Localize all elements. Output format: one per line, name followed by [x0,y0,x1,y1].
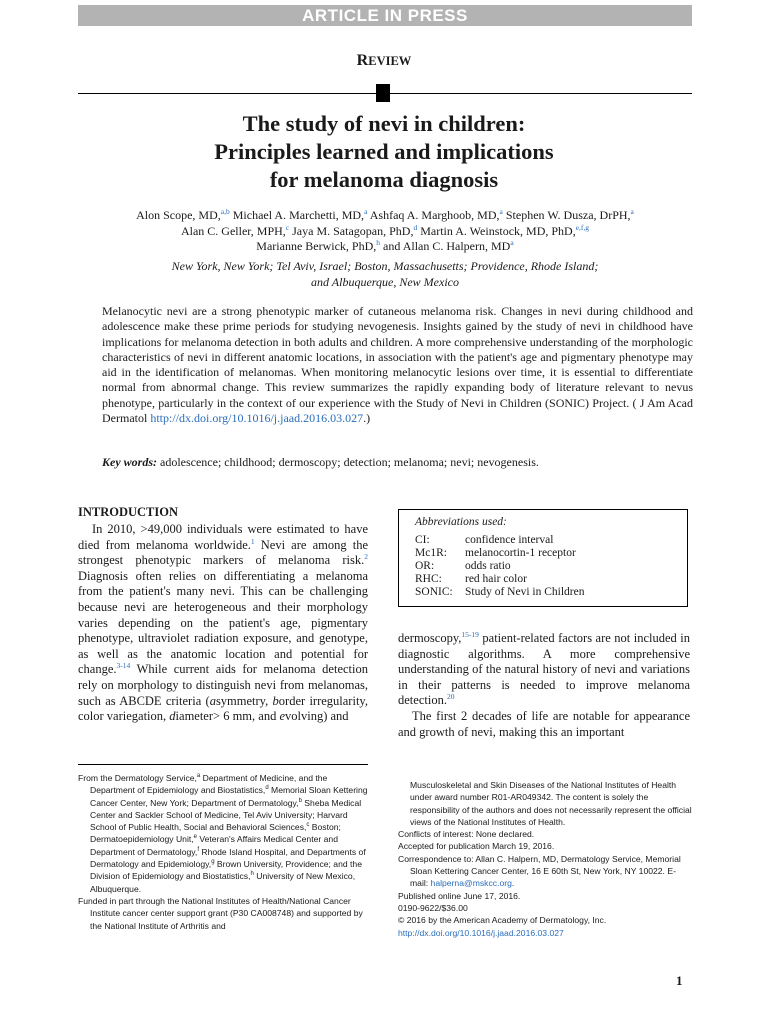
abbreviations-title: Abbreviations used: [415,516,507,528]
abbreviation-term: RHC: [415,573,442,585]
affiliation-marker: f [197,846,199,853]
paragraph-text: From the Dermatology Service, [78,773,197,783]
affiliation-marker: c [306,822,310,829]
paragraph-text: Diagnosis often relies on differentiating a melanoma from the patient's many nevi. This can be challenging because nevi are heterogeneous and their morphology varies depending on the patient's age, pigmentary phenotype, ultraviolet radiation exposure, and genotype, as well as the anatomic location and potential for change. [78,568,368,677]
abstract-text: Melanocytic nevi are a strong phenotypic marker of cutaneous melanoma risk. Changes in nevi during childhood and adolescence make these prime periods for studying nevogenesis. Insights gained by the study of nevi in childhood have implications for melanoma detection in both adults and children. A more comprehensive understanding of the morphologic characteristics of nevi in different anatomic locations, in association with the patient's age and pigmentary phenotype may aid in the identification of melanomas. When monitoring melanocytic lesions over time, it is essential to differentiate normal from abnormal change. This review summarizes the rapidly expanding body of literature relevant to nevus phenotype, particularly in the context of our experience with the Study of Nevi in Children (SONIC) Project. ( J Am Acad Dermatol [102,304,693,426]
author-affiliation-marker[interactable]: a [499,207,503,216]
title-line-2: Principles learned and implications [214,139,554,164]
abbreviation-definition: Study of Nevi in Children [465,586,585,598]
keywords [102,455,693,470]
author-affiliation-marker[interactable]: a,b [220,207,230,216]
author-name: Jaya M. Satagopan, PhD, [289,223,414,238]
reference-link[interactable]: 2 [364,552,368,562]
author-affiliation-marker[interactable]: h [376,238,381,247]
abbreviation-definition: odds ratio [465,560,511,572]
footnote-published: Published online June 17, 2016. [398,890,521,901]
paragraph-text: In 2010, >49,000 individuals were estimated to have died from melanoma worldwide. [78,522,368,552]
paragraph-text: University of New Mexico, Albuquerque. [90,871,356,894]
author-line-2 [78,224,692,240]
abbreviation-term: OR: [415,560,435,572]
abbreviations-box [398,509,688,607]
author-name: Ashfaq A. Marghoob, MD, [367,208,500,222]
author-affiliation-marker[interactable]: a [510,238,514,247]
abstract [102,304,693,426]
title-line-1: The study of nevi in children: [242,111,526,136]
affiliation-line-2: and Albuquerque, New Mexico [311,274,459,289]
author-name: Michael A. Marchetti, MD, [229,208,365,222]
section-label-initial: R [356,52,369,69]
footnote-affiliations [78,772,370,895]
author-affiliation-marker[interactable]: a [630,207,634,216]
body-column-right [398,631,690,740]
correspondence-end: . [511,878,515,889]
paragraph-text: Department of Medicine, and the Department of Epidemiology and Biostatistics, [90,773,328,796]
correspondence-email-link[interactable]: halperna@mskcc.org [430,878,512,889]
affiliation-marker: h [250,871,254,878]
author-affiliation-marker[interactable]: d [413,222,418,232]
paragraph-text: patient-related factors are not included in diagnostic algorithms. A more comprehensive understanding of the natural history of nevi and variations in their patterns is needed to improve melanoma detection. [398,631,690,708]
affiliation-marker: b [298,797,302,804]
italic-letter: b [272,693,279,708]
paragraph-text: Brown University, Providence; and the Division of Epidemiology and Biostatistics, [90,859,362,882]
intro-paragraph-3 [398,709,690,740]
article-in-press-banner: ARTICLE IN PRESS [78,5,692,26]
paragraph-text: The first 2 decades of life are notable for appearance and growth of nevi, making this an important [398,708,690,739]
section-label [0,52,768,70]
author-name: Alan C. Geller, MPH, [180,223,286,238]
author-affiliation-marker[interactable]: c [285,222,290,232]
affiliation-marker: d [265,785,269,792]
introduction-heading: INTRODUCTION [78,505,179,519]
paragraph-text: iameter> 6 mm, and [175,709,280,724]
paragraph-text: Boston; Dermatoepidemiology Unit, [90,822,341,845]
affiliation-locations [78,259,692,290]
paragraph-text: symmetry, [215,693,273,708]
abbreviation-row [415,547,576,559]
affiliation-marker: a [196,773,201,780]
author-line-1 [78,208,692,224]
paragraph-text: Nevi are among the strongest phenotypic markers of melanoma risk. [78,537,369,568]
intro-paragraph-2 [398,631,690,709]
abbreviation-term: SONIC: [415,586,453,598]
paragraph-text: order irregularity, color variegation, [78,693,368,724]
footnote-funding-continued: Musculoskeletal and Skin Diseases of the National Institutes of Health under award number R01-AR049342. The content is solely the responsibility of the authors and does not necessarily represent the official views of the National Institutes of Health. [410,780,692,827]
footnote-conflicts: Conflicts of interest: None declared. [398,829,535,840]
body-column-left [78,522,368,725]
abbreviation-row [415,534,554,546]
title-line-3: for melanoma diagnosis [269,167,499,192]
author-name: and Allan C. Halpern, MD [380,239,511,253]
abbreviation-row [415,573,527,585]
abbreviation-term: Mc1R: [415,547,447,559]
author-name: Alon Scope, MD, [136,208,221,222]
affiliation-marker: g [211,859,215,866]
italic-letter: d [169,709,176,724]
reference-link[interactable]: 15-19 [461,629,479,639]
correspondence-text: Correspondence to: Allan C. Halpern, MD, Dermatology Service, Memorial Sloan Kettering Cancer Center, 16 E 60th St, New York, NY 10022. E-mail: [398,853,681,889]
footnotes-right [398,779,692,939]
keywords-label: Key words: [102,455,157,469]
article-title [0,110,768,194]
italic-letter: a [209,693,216,708]
author-name: Stephen W. Dusza, DrPH, [502,208,631,222]
footnote-rule [78,764,368,765]
paragraph-text: Sheba Medical Center and Sackler School of Medicine, Tel Aviv University; Harvard School of Public Health, Social and Behavioral Sciences, [90,797,362,833]
abbreviation-definition: confidence interval [465,534,554,546]
paragraph-text: Memorial Sloan Kettering Cancer Center, New York; Department of Dermatology, [90,785,368,808]
footnote-issn: 0190-9622/$36.00 [398,902,468,913]
section-label-rest: EVIEW [368,54,412,68]
page-number: 1 [676,973,683,988]
footnote-correspondence [398,853,692,890]
italic-letter: e [279,709,286,724]
author-affiliation-marker[interactable]: e,f,g [575,222,590,232]
abbreviation-term: CI: [415,534,430,546]
reference-link[interactable]: 1 [250,536,255,546]
keywords-text: adolescence; childhood; dermoscopy; detection; melanoma; nevi; nevogenesis. [157,455,539,469]
footnote-funding: Funded in part through the National Institutes of Health/National Cancer Institute cancer center support grant (P30 CA008748) and supported by the National Institute of Arthritis and [78,895,363,931]
abstract-end: .) [363,411,371,426]
author-affiliation-marker[interactable]: a [364,207,368,216]
abstract-doi-link[interactable]: http://dx.doi.org/10.1016/j.jaad.2016.03.027 [150,411,364,426]
abbreviation-row [415,560,511,572]
intro-paragraph-1 [78,522,368,725]
author-line-3 [78,239,692,255]
paragraph-text: While current aids for melanoma detection rely on morphology to distinguish nevi from melanomas, such as ABCDE criteria ( [78,662,368,708]
paragraph-text: Veteran's Affairs Medical Center and Department of Dermatology, [90,834,338,857]
abbreviation-definition: melanocortin-1 receptor [465,547,576,559]
footnotes-left [78,772,370,932]
author-name: Martin A. Weinstock, MD, PhD, [417,223,576,238]
footnote-accepted: Accepted for publication March 19, 2016. [398,841,555,852]
abbreviation-row [415,586,585,598]
abbreviation-definition: red hair color [465,573,527,585]
affiliation-line-1: New York, New York; Tel Aviv, Israel; Boston, Massachusetts; Providence, Rhode Island; [171,259,599,273]
paragraph-text: Rhode Island Hospital, and Departments of Dermatology and Epidemiology, [90,846,366,870]
author-name: Marianne Berwick, PhD, [256,239,377,253]
footnote-copyright: © 2016 by the American Academy of Dermatology, Inc. [398,915,607,926]
paragraph-text: volving) and [285,709,349,724]
affiliation-marker: e [193,834,197,841]
footnote-doi-link[interactable]: http://dx.doi.org/10.1016/j.jaad.2016.03.027 [398,927,564,938]
reference-link[interactable]: 3-14 [116,661,131,671]
paragraph-text: dermoscopy, [398,631,462,645]
header-rule-marker [376,84,390,102]
author-list [78,208,692,255]
reference-link[interactable]: 20 [446,692,455,702]
